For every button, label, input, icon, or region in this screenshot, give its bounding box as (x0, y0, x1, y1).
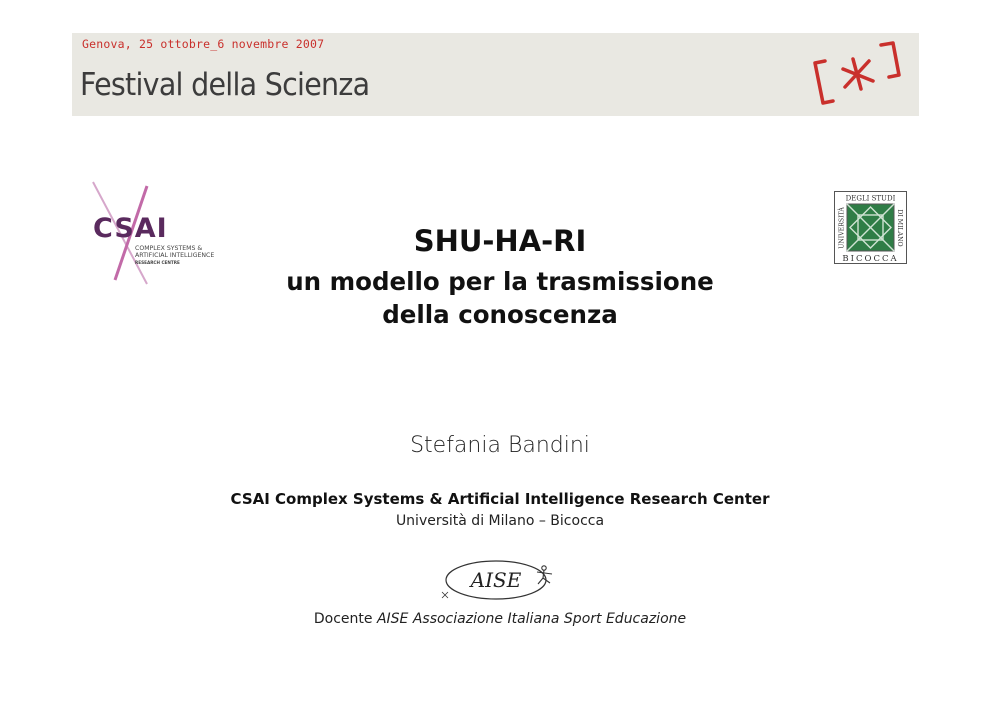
docente-association: AISE Associazione Italiana Sport Educazione (376, 611, 687, 627)
banner-title: Festival della Scienza (80, 67, 370, 103)
slide-subtitle-line2: della conoscenza (382, 300, 618, 329)
banner-date: Genova, 25 ottobre_6 novembre 2007 (82, 37, 325, 51)
csai-logo-line1: COMPLEX SYSTEMS & (135, 245, 203, 252)
aise-logo (440, 556, 560, 602)
aise-logo-text: AISE (470, 568, 522, 592)
unimib-bottom: BICOCCA (842, 254, 899, 264)
festival-banner (72, 33, 919, 116)
aise-star-icon (442, 592, 448, 598)
unimib-top: DEGLI STUDI (845, 194, 896, 203)
slide-title: SHU-HA-RI (413, 224, 587, 258)
university-name: Università di Milano – Bicocca (395, 513, 605, 529)
author-name: Stefania Bandini (410, 433, 590, 458)
csai-logo-line3: RESEARCH CENTRE (135, 260, 180, 265)
csai-logo-main: CSAI (93, 213, 168, 244)
slide-subtitle-line1: un modello per la trasmissione (286, 267, 714, 296)
unimib-left: UNIVERSITÀ (838, 207, 846, 249)
docente-prefix: Docente (313, 611, 377, 627)
festival-logo-icon (809, 39, 905, 107)
unimib-logo (834, 191, 907, 264)
unimib-right: DI MILANO (896, 209, 903, 247)
title-block (200, 222, 800, 331)
csai-logo-line2: ARTIFICIAL INTELLIGENCE (135, 252, 215, 259)
docente-line (200, 611, 800, 627)
research-center: CSAI Complex Systems & Artificial Intelligence Research Center (230, 490, 770, 508)
